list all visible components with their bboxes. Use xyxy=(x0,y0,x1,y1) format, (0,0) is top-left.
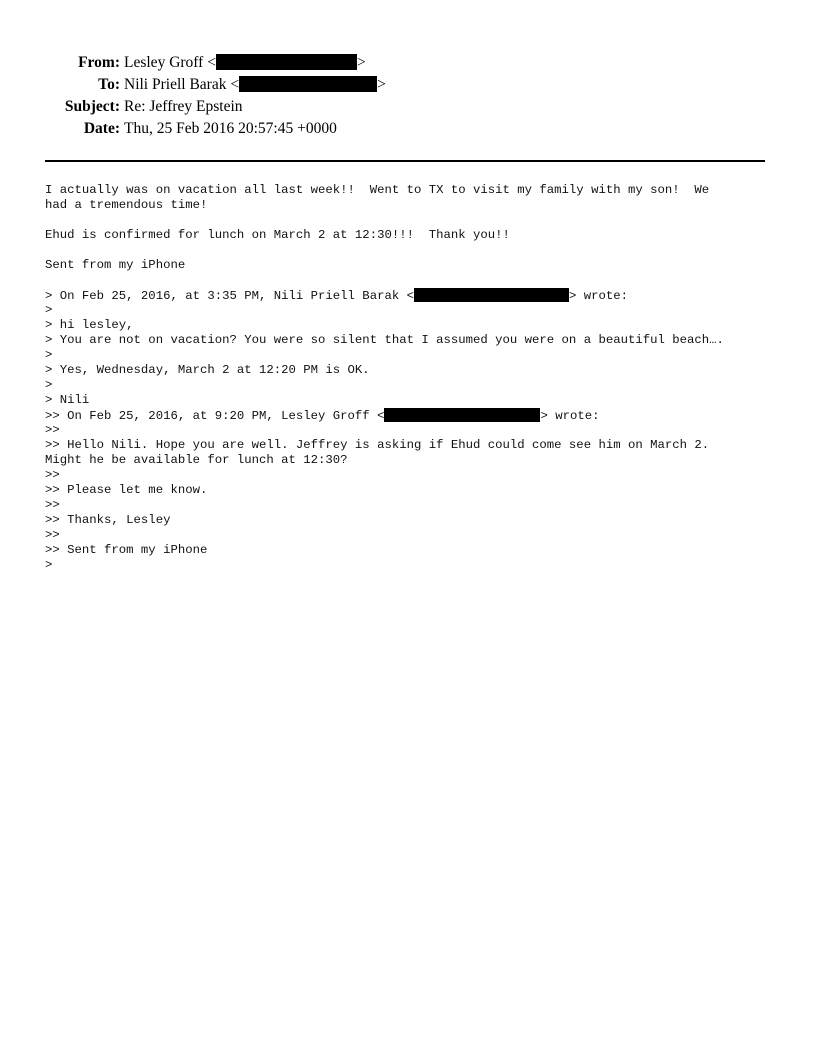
from-close: > xyxy=(356,54,366,71)
date-label: Date: xyxy=(83,120,120,137)
to-label: To: xyxy=(98,76,120,93)
to-name: Nili Priell Barak < xyxy=(124,76,240,93)
subject-value: Re: Jeffrey Epstein xyxy=(124,98,243,115)
quote-line: >> xyxy=(45,468,60,482)
redaction-box xyxy=(384,408,540,422)
quote-line: > You are not on vacation? You were so silent that I assumed you were on a beautiful beach…. xyxy=(45,333,724,347)
quote-line: >> xyxy=(45,498,60,512)
quote-line: >> Please let me know. xyxy=(45,483,208,497)
subject-label: Subject: xyxy=(64,98,120,115)
blank-line xyxy=(45,213,775,228)
signature-line: Sent from my iPhone xyxy=(45,258,186,272)
blank-line xyxy=(45,273,775,288)
header-divider xyxy=(45,160,765,162)
body-line: had a tremendous time! xyxy=(45,198,208,212)
quote-line: > xyxy=(45,378,53,392)
date-value: Thu, 25 Feb 2016 20:57:45 +0000 xyxy=(124,120,337,137)
from-name: Lesley Groff < xyxy=(124,54,216,71)
quote-line: >> Thanks, Lesley xyxy=(45,513,171,527)
blank-line xyxy=(45,243,775,258)
nested-attribution-pre: >> On Feb 25, 2016, at 9:20 PM, Lesley Groff < xyxy=(45,409,385,423)
redaction-box xyxy=(216,54,357,70)
body-line: I actually was on vacation all last week!! Went to TX to visit my family with my son! We xyxy=(45,183,710,197)
quote-attribution-post: > wrote: xyxy=(568,289,629,303)
date-row xyxy=(0,118,816,140)
redaction-box xyxy=(414,288,569,302)
quote-line: Might he be available for lunch at 12:30? xyxy=(45,453,348,467)
to-row xyxy=(0,74,816,96)
email-header xyxy=(0,52,816,140)
to-close: > xyxy=(377,76,386,93)
quote-line: >> Hello Nili. Hope you are well. Jeffrey is asking if Ehud could come see him on March 2. xyxy=(45,438,710,452)
nested-attribution-post: > wrote: xyxy=(540,409,600,423)
quote-line: > xyxy=(45,348,53,362)
body-line: Ehud is confirmed for lunch on March 2 at 12:30!!! Thank you!! xyxy=(45,228,510,242)
quote-line: >> xyxy=(45,423,60,437)
redaction-box xyxy=(239,76,377,92)
quote-line: >> Sent from my iPhone xyxy=(45,543,208,557)
quote-attribution-pre: > On Feb 25, 2016, at 3:35 PM, Nili Priell Barak < xyxy=(45,289,414,303)
quote-line: > Yes, Wednesday, March 2 at 12:20 PM is OK. xyxy=(45,363,370,377)
subject-row xyxy=(0,96,816,118)
quote-line: >> xyxy=(45,528,60,542)
nested-quote-attribution xyxy=(45,408,775,423)
email-body xyxy=(45,183,775,573)
to-value xyxy=(124,74,386,96)
from-label: From: xyxy=(78,54,120,71)
from-value xyxy=(124,52,366,74)
quote-line: > hi lesley, xyxy=(45,318,134,332)
quote-attribution xyxy=(45,288,775,303)
quote-line: > Nili xyxy=(45,393,90,407)
from-row xyxy=(0,52,816,74)
quote-line: > xyxy=(45,303,53,317)
quote-line: > xyxy=(45,558,53,572)
